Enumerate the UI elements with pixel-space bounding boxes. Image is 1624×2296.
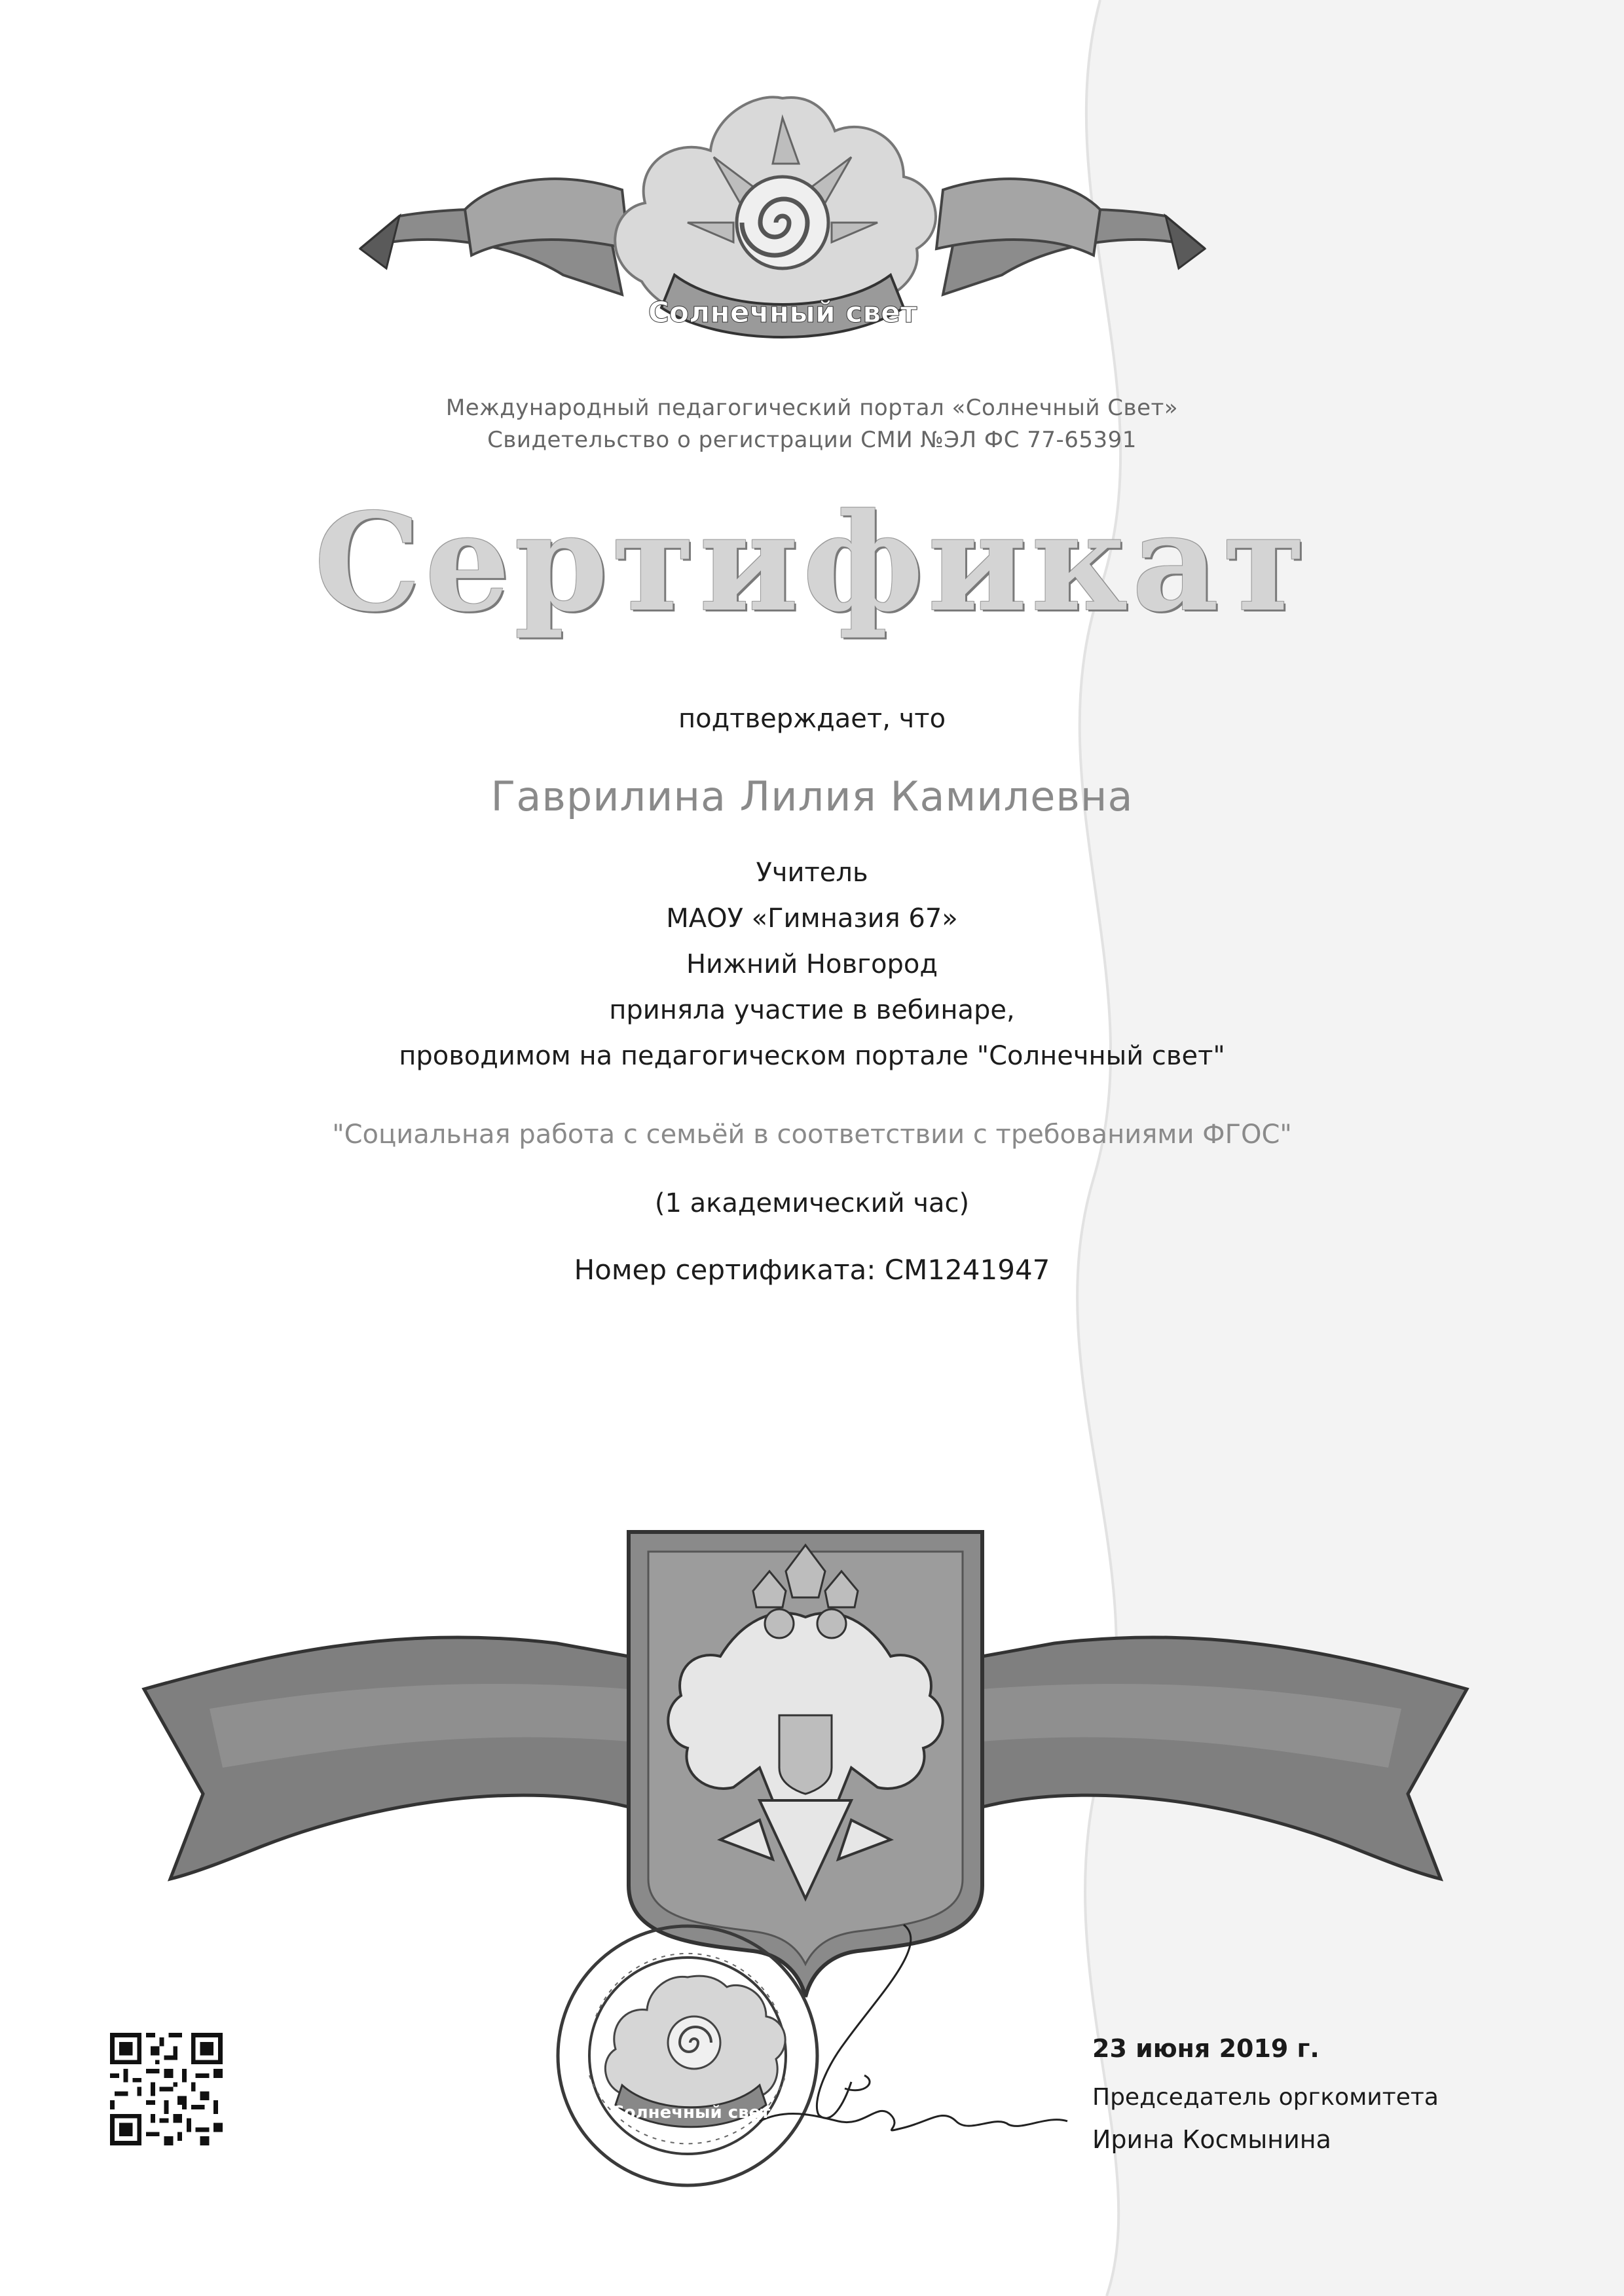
confirms-text: подтверждает, что <box>678 704 946 734</box>
handwritten-signature <box>760 1925 1067 2130</box>
person-name: Гаврилина Лилия Камилевна <box>490 773 1134 820</box>
chair-role: Председатель оргкомитета <box>1092 2084 1439 2111</box>
certificate-number: Номер сертификата: СМ1241947 <box>574 1254 1050 1286</box>
school-text: МАОУ «Гимназия 67» <box>666 903 958 934</box>
stamp-logo-text: Солнечный свет <box>611 2103 771 2123</box>
round-seal-stamp <box>558 1926 817 2185</box>
logo-text: Солнечный свет <box>648 296 917 329</box>
academic-hours: (1 академический час) <box>654 1188 970 1218</box>
qr-code-icon <box>110 2033 223 2145</box>
webinar-topic: "Социальная работа с семьёй в соответствии с требованиями ФГОС" <box>332 1120 1292 1150</box>
certificate-title: Сертификат <box>314 484 1310 642</box>
participation-text: приняла участие в вебинаре, <box>609 995 1015 1025</box>
issue-date: 23 июня 2019 г. <box>1092 2034 1320 2063</box>
city-text: Нижний Новгород <box>686 949 938 979</box>
chair-name: Ирина Космынина <box>1092 2125 1331 2154</box>
registration-line: Свидетельство о регистрации СМИ №ЭЛ ФС 77-65391 <box>487 427 1137 453</box>
portal-name: Международный педагогический портал «Солнечный Свет» <box>445 395 1179 421</box>
position-text: Учитель <box>756 858 868 888</box>
sun-flower-ribbon-logo <box>347 79 1218 354</box>
portal-line-text: проводимом на педагогическом портале "Солнечный свет" <box>399 1041 1225 1071</box>
stamp-signature-area <box>537 1918 1080 2193</box>
